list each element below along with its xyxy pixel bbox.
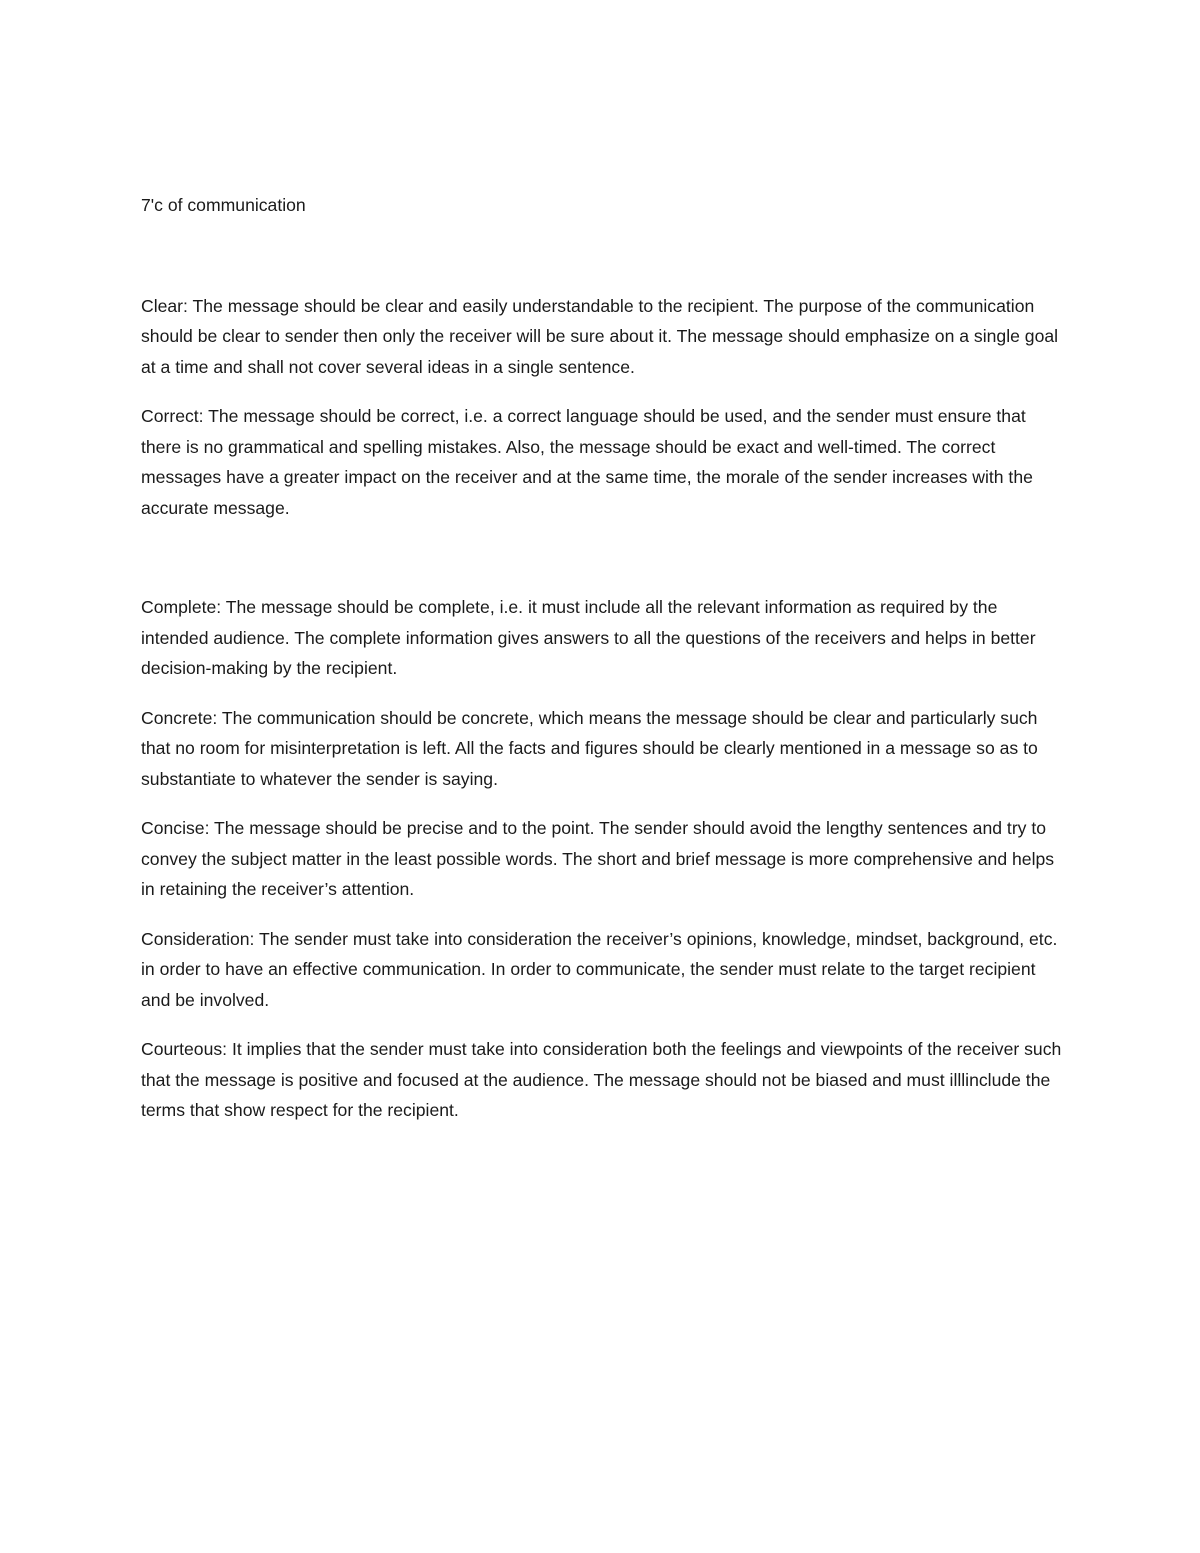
paragraph-concrete: Concrete: The communication should be concrete, which means the message should be clear and particularly such that no room for misinterpretation is left. All the facts and figures should be clearly mentioned in a message so as to substantiate to whatever the sender is saying.	[141, 707, 1038, 789]
paragraph-correct: Correct: The message should be correct, i.e. a correct language should be used, and the sender must ensure that there is no grammatical and spelling mistakes. Also, the message should be exact and well-timed. The correct messages have a greater impact on the receiver and at the same time, the morale of the sender increases with the accurate message.	[141, 406, 1033, 518]
paragraph-consideration: Consideration: The sender must take into consideration the receiver’s opinions, knowledge, mindset, background, etc. in order to have an effective communication. In order to communicate, the sender must relate to the target recipient and be involved.	[141, 928, 1058, 1010]
paragraph-concise: Concise: The message should be precise and to the point. The sender should avoid the lengthy sentences and try to convey the subject matter in the least possible words. The short and brief message is more comprehensive and helps in retaining the receiver’s attention.	[141, 818, 1055, 899]
paragraph-complete: Complete: The message should be complete, i.e. it must include all the relevant information as required by the intended audience. The complete information gives answers to all the questions of the receivers and helps in better decision-making by the recipient.	[141, 597, 1036, 678]
document-title: 7'c of communication	[141, 195, 306, 215]
paragraph-clear: Clear: The message should be clear and easily understandable to the recipient. The purpose of the communication should be clear to sender then only the receiver will be sure about it. The message should emphasize on a single goal at a time and shall not cover several ideas in a single sentence.	[141, 295, 1059, 377]
paragraph-courteous: Courteous: It implies that the sender must take into consideration both the feelings and viewpoints of the receiver such that the message is positive and focused at the audience. The message should not be biased and must illlinclude the terms that show respect for the recipient.	[141, 1039, 1062, 1120]
document-body	[141, 190, 1066, 1145]
